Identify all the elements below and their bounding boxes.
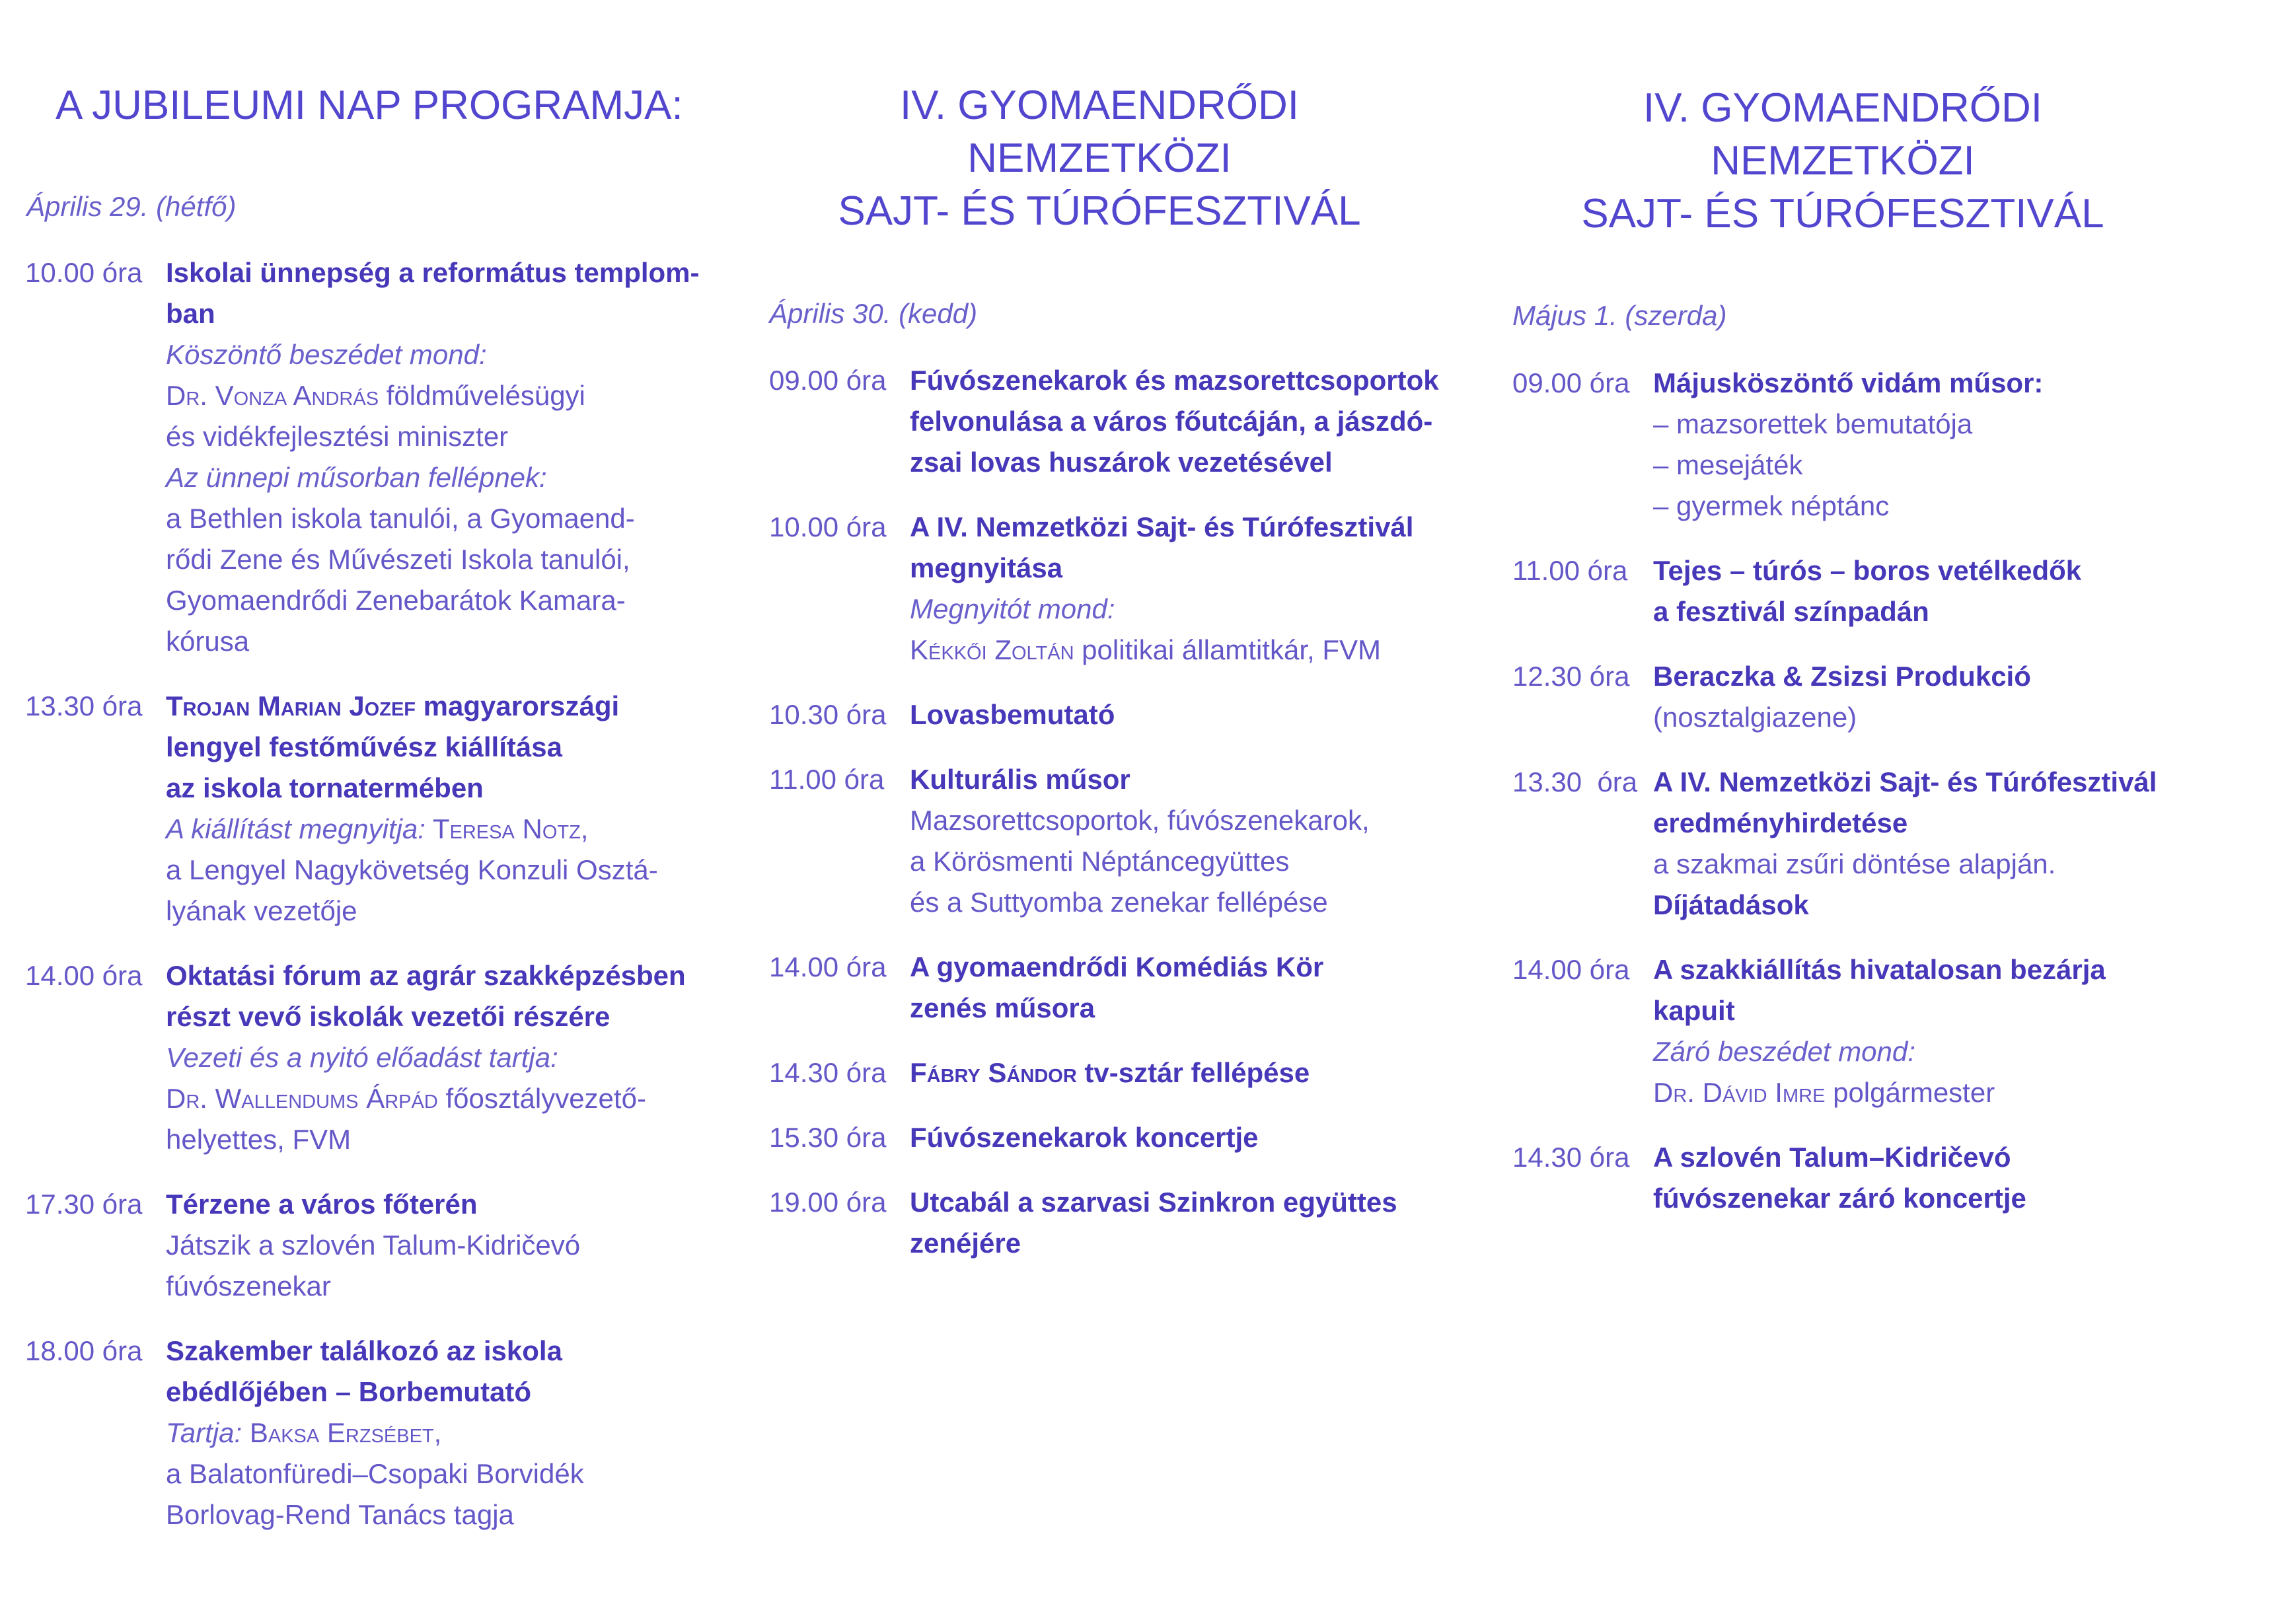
program-entries (25, 252, 700, 1559)
entry-line (910, 589, 1413, 630)
program-entry (25, 252, 700, 662)
entry-line (1653, 656, 2031, 697)
event-text: Tejes – túrós – boros vetélkedők (1653, 555, 2082, 586)
event-text: fúvószenekar záró koncertje (1653, 1183, 2026, 1214)
title-line: NEMZETKÖZI (1711, 138, 1975, 184)
entry-line (1653, 990, 2106, 1031)
entry-line (910, 759, 1370, 800)
event-text: Fúvószenekarok koncertje (910, 1122, 1259, 1153)
entry-line (166, 334, 700, 375)
detail-text: rődi Zene és Művészeti Iskola tanulói, (166, 544, 630, 575)
program-entry (1512, 656, 2157, 738)
program-entry (769, 759, 1439, 923)
entry-line (1653, 550, 2081, 591)
entry-details (1653, 762, 2157, 926)
entry-time: 14.30 óra (1512, 1142, 1630, 1173)
entry-line (910, 841, 1370, 882)
column-title (56, 79, 683, 132)
entry-line (166, 1184, 580, 1225)
entry-line (910, 694, 1115, 735)
entry-line (1653, 1178, 2026, 1219)
event-text: kapuit (1653, 995, 1735, 1026)
entry-time: 13.30 óra (1512, 766, 1638, 797)
entry-time: 14.00 óra (769, 951, 887, 982)
detail-text: polgármester (1825, 1077, 1995, 1108)
entry-time: 17.30 óra (25, 1189, 143, 1220)
event-text: Fúvószenekarok és mazsorettcsoportok (910, 365, 1439, 396)
entry-line (166, 580, 700, 621)
entry-details (1653, 550, 2081, 632)
event-text: tv-sztár fellépése (1076, 1057, 1310, 1088)
entry-line (1653, 1031, 2106, 1072)
entry-line (910, 800, 1370, 841)
entry-line (910, 401, 1439, 442)
title-line: NEMZETKÖZI (967, 135, 1232, 181)
person-name: Dr. Vonza András (166, 380, 379, 411)
program-entry (769, 694, 1439, 735)
entry-line (1653, 404, 2043, 445)
entry-line (910, 947, 1323, 988)
entry-line (910, 882, 1370, 923)
entry-details (166, 955, 686, 1160)
entry-line (910, 1052, 1310, 1093)
entry-line (166, 996, 686, 1037)
person-name: Trojan Marian Jozef (166, 690, 416, 721)
detail-text: és vidékfejlesztési miniszter (166, 421, 509, 452)
event-text: zsai lovas huszárok vezetésével (910, 447, 1333, 478)
entry-time: 14.00 óra (25, 960, 143, 991)
program-entry (25, 955, 700, 1160)
title-line: SAJT- ÉS TÚRÓFESZTIVÁL (838, 188, 1361, 234)
detail-text: a Balatonfüredi–Csopaki Borvidék (166, 1458, 584, 1489)
detail-text: a Lengyel Nagykövetség Konzuli Osztá- (166, 854, 658, 885)
event-text: A szakkiállítás hivatalosan bezárja (1653, 954, 2106, 985)
role-label: Tartja: (166, 1417, 242, 1448)
entry-line (166, 293, 700, 334)
program-entry (769, 507, 1439, 671)
entry-time: 14.30 óra (769, 1057, 887, 1088)
entry-line (1653, 1072, 2106, 1113)
event-text: ban (166, 298, 215, 329)
person-name: Teresa Notz, (425, 813, 589, 844)
entry-line (910, 507, 1413, 548)
entry-details (166, 1184, 580, 1307)
entry-line (910, 360, 1439, 401)
event-text: Beraczka & Zsizsi Produkció (1653, 661, 2031, 692)
event-text: Iskolai ünnepség a református templom- (166, 257, 700, 288)
entry-line (166, 809, 658, 850)
entry-time: 13.30 óra (25, 690, 143, 721)
entry-line (166, 457, 700, 498)
entry-line (910, 442, 1439, 483)
detail-text: politikai államtitkár, FVM (1074, 634, 1381, 665)
detail-text: lyának vezetője (166, 895, 357, 926)
entry-line (910, 1223, 1397, 1264)
entry-line (166, 891, 658, 932)
entry-details (910, 360, 1439, 483)
entry-line (166, 955, 686, 996)
program-entry (769, 1182, 1439, 1264)
event-text: ebédlőjében – Borbemutató (166, 1376, 532, 1407)
entry-line (1653, 591, 2081, 632)
detail-text: Mazsorettcsoportok, fúvószenekarok, (910, 805, 1370, 836)
entry-details (910, 1182, 1397, 1264)
program-entry (25, 1184, 700, 1307)
detail-text: a Bethlen iskola tanulói, a Gyomaend- (166, 503, 635, 534)
column-title (802, 79, 1397, 238)
entry-details (910, 694, 1115, 735)
entry-time: 19.00 óra (769, 1187, 887, 1218)
entry-line (1653, 445, 2043, 486)
event-text: az iskola tornatermében (166, 772, 484, 803)
entry-time: 10.00 óra (25, 257, 143, 288)
detail-text: kórusa (166, 626, 250, 657)
entry-line (166, 686, 658, 727)
event-text: zenéjére (910, 1228, 1021, 1259)
entry-details (1653, 656, 2031, 738)
title-line: SAJT- ÉS TÚRÓFESZTIVÁL (1581, 191, 2104, 237)
person-name: Kékkői Zoltán (910, 634, 1074, 665)
entry-time: 10.00 óra (769, 511, 887, 542)
entry-details (910, 1052, 1310, 1093)
event-text: Kulturális műsor (910, 764, 1130, 795)
detail-text: Játszik a szlovén Talum-Kidričevó (166, 1230, 581, 1261)
entry-time: 18.00 óra (25, 1335, 143, 1366)
event-text: Szakember találkozó az iskola (166, 1335, 562, 1366)
entry-line (166, 375, 700, 416)
entry-details (910, 947, 1323, 1029)
column-title (1545, 82, 2140, 240)
event-text: Lovasbemutató (910, 699, 1115, 730)
detail-text: főosztályvezető- (437, 1083, 646, 1114)
entry-details (1653, 949, 2106, 1113)
detail-text: Gyomaendrődi Zenebarátok Kamara- (166, 585, 626, 616)
entry-details (910, 759, 1370, 923)
title-line: A JUBILEUMI NAP PROGRAMJA: (56, 83, 683, 128)
role-label: Vezeti és a nyitó előadást tartja: (166, 1042, 558, 1073)
program-entry (769, 947, 1439, 1029)
detail-text: a Körösmenti Néptáncegyüttes (910, 846, 1290, 877)
entry-line (166, 1453, 584, 1494)
entry-time: 14.00 óra (1512, 954, 1630, 985)
day-date: Április 30. (kedd) (769, 298, 978, 329)
entry-line (1653, 762, 2157, 803)
day-date: Április 29. (hétfő) (26, 191, 237, 222)
entry-line (910, 1117, 1259, 1158)
entry-time: 09.00 óra (769, 365, 887, 396)
entry-line (166, 768, 658, 809)
detail-text: Borlovag-Rend Tanács tagja (166, 1499, 514, 1530)
person-name: Dr. Dávid Imre (1653, 1077, 1826, 1108)
entry-line (1653, 486, 2043, 527)
entry-time: 15.30 óra (769, 1122, 887, 1153)
entry-line (166, 1372, 584, 1413)
program-entries (1512, 363, 2157, 1243)
entry-line (166, 727, 658, 768)
detail-text: helyettes, FVM (166, 1124, 352, 1155)
entry-line (1653, 697, 2031, 738)
entry-line (166, 1413, 584, 1453)
program-entries (769, 360, 1439, 1288)
entry-line (166, 621, 700, 662)
entry-line (1653, 1137, 2026, 1178)
program-entry (25, 686, 700, 932)
event-text: A szlovén Talum–Kidričevó (1653, 1142, 2011, 1173)
program-entry (25, 1331, 700, 1535)
event-text: Májusköszöntő vidám műsor: (1653, 367, 2044, 398)
role-label: Köszöntő beszédet mond: (166, 339, 487, 370)
detail-text: – mazsorettek bemutatója (1653, 408, 1973, 439)
role-label: Az ünnepi műsorban fellépnek: (166, 462, 547, 493)
entry-details (166, 1331, 584, 1535)
entry-details (910, 507, 1413, 671)
detail-text: – gyermek néptánc (1653, 490, 1890, 521)
program-entry (1512, 949, 2157, 1113)
entry-line (166, 1331, 584, 1372)
entry-line (1653, 949, 2106, 990)
person-name: Fábry Sándor (910, 1057, 1077, 1088)
program-entry (769, 1117, 1439, 1158)
event-text: magyarországi (416, 690, 620, 721)
event-text: zenés műsora (910, 992, 1095, 1023)
event-text: a fesztivál színpadán (1653, 596, 1929, 627)
event-text: eredményhirdetése (1653, 807, 1908, 838)
entry-line (166, 1494, 584, 1535)
detail-text: (nosztalgiazene) (1653, 702, 1857, 733)
entry-time: 12.30 óra (1512, 661, 1630, 692)
event-text: megnyitása (910, 552, 1063, 583)
entry-line (910, 1182, 1397, 1223)
program-entry (1512, 550, 2157, 632)
title-line: IV. GYOMAENDRŐDI (1643, 85, 2043, 131)
event-text: A gyomaendrődi Komédiás Kör (910, 951, 1324, 982)
role-label: Záró beszédet mond: (1653, 1036, 1915, 1067)
event-text: Díjátadások (1653, 889, 1809, 920)
entry-line (166, 1119, 686, 1160)
entry-details (166, 686, 658, 932)
entry-line (166, 1078, 686, 1119)
event-text: felvonulása a város főutcáján, a jászdó- (910, 406, 1433, 437)
entry-line (910, 548, 1413, 589)
entry-line (1653, 803, 2157, 844)
event-text: A IV. Nemzetközi Sajt- és Túrófesztivál (910, 511, 1414, 542)
person-name: Dr. Wallendums Árpád (166, 1083, 438, 1114)
event-text: A IV. Nemzetközi Sajt- és Túrófesztivál (1653, 766, 2157, 797)
event-text: lengyel festőművész kiállítása (166, 731, 562, 762)
entry-line (166, 416, 700, 457)
entry-time: 10.30 óra (769, 699, 887, 730)
entry-time: 11.00 óra (769, 764, 885, 795)
detail-text: fúvószenekar (166, 1270, 331, 1302)
program-entry (769, 1052, 1439, 1093)
entry-time: 11.00 óra (1512, 555, 1628, 586)
entry-line (1653, 844, 2157, 885)
entry-line (166, 1266, 580, 1307)
program-entry (1512, 363, 2157, 527)
entry-line (166, 498, 700, 539)
entry-line (166, 1037, 686, 1078)
entry-line (166, 1225, 580, 1266)
entry-line (166, 850, 658, 891)
entry-time: 09.00 óra (1512, 367, 1630, 398)
entry-line (1653, 363, 2043, 404)
role-label: A kiállítást megnyitja: (166, 813, 426, 844)
program-entry (1512, 1137, 2157, 1219)
event-text: részt vevő iskolák vezetői részére (166, 1001, 611, 1032)
entry-details (166, 252, 700, 662)
event-text: Oktatási fórum az agrár szakképzésben (166, 960, 686, 991)
detail-text: – mesejáték (1653, 449, 1803, 480)
entry-line (910, 988, 1323, 1029)
program-entry (1512, 762, 2157, 926)
entry-line (1653, 885, 2157, 926)
entry-details (1653, 363, 2043, 527)
title-line: IV. GYOMAENDRŐDI (899, 83, 1300, 128)
event-text: Utcabál a szarvasi Szinkron együttes (910, 1187, 1397, 1218)
entry-line (166, 539, 700, 580)
detail-text: földművelésügyi (379, 380, 585, 411)
entry-details (1653, 1137, 2026, 1219)
day-date: Május 1. (szerda) (1512, 300, 1727, 331)
event-text: Térzene a város főterén (166, 1189, 478, 1220)
entry-details (910, 1117, 1259, 1158)
detail-text: a szakmai zsűri döntése alapján. (1653, 848, 2056, 879)
role-label: Megnyitót mond: (910, 593, 1115, 624)
entry-line (166, 252, 700, 293)
entry-line (910, 630, 1413, 671)
person-name: Baksa Erzsébet, (242, 1417, 442, 1448)
program-entry (769, 360, 1439, 483)
detail-text: és a Suttyomba zenekar fellépése (910, 887, 1328, 918)
